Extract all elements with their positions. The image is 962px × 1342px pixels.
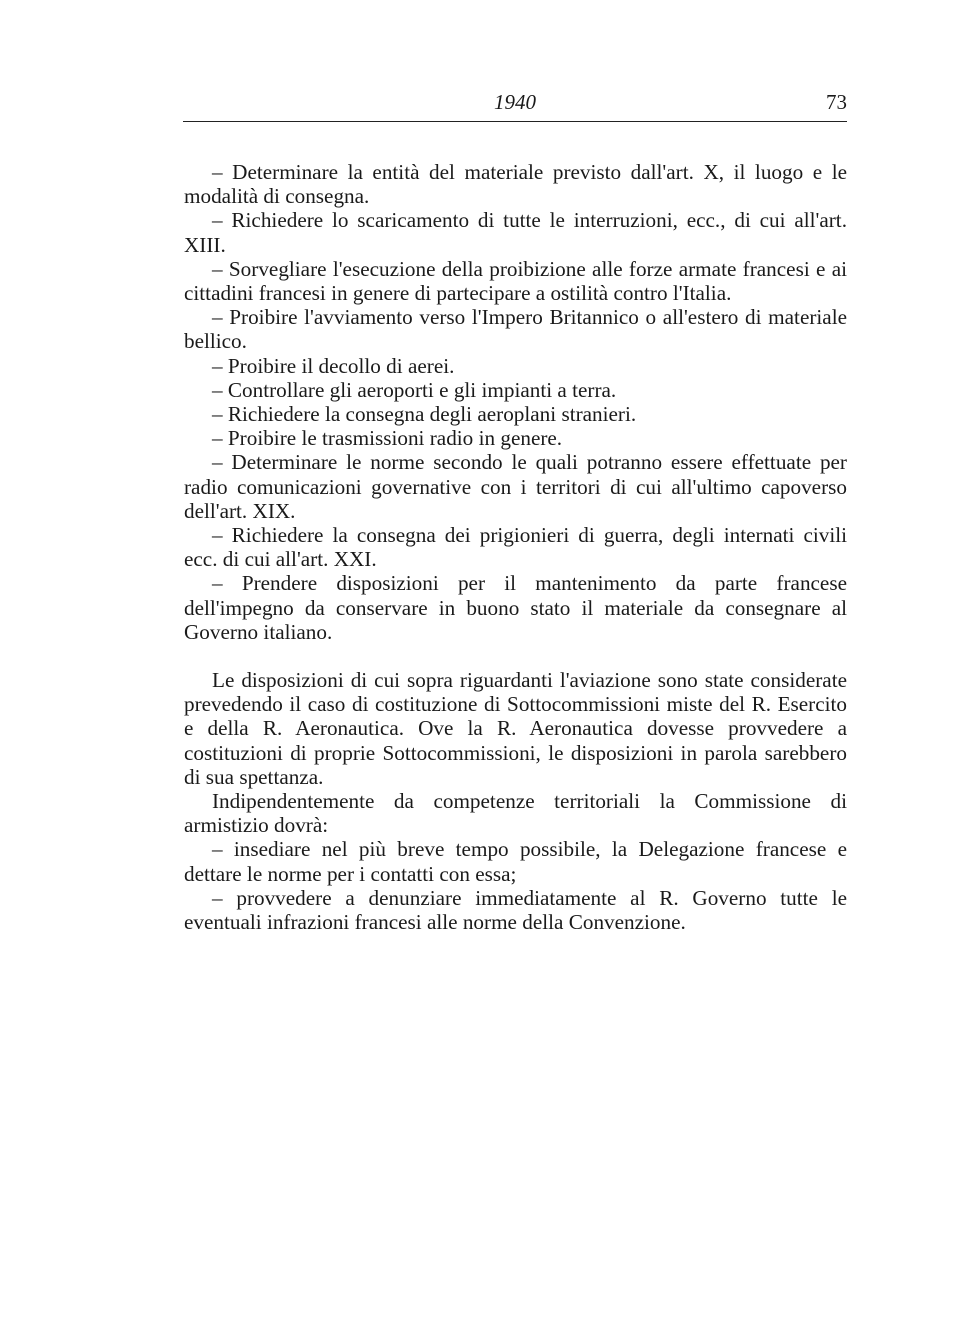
paragraph-aviation: Le disposizioni di cui sopra riguardanti l'aviazione sono state considerate prevedendo il caso di costituzione di Sottocommissioni miste del R. Esercito e della R. Aeronautica. Ove la R. Aeronautica dovesse provvedere a costituzioni di proprie Sottocommissioni, le disposizioni in parola sarebbero di sua spettanza.	[184, 668, 847, 789]
list-item: – Proibire l'avviamento verso l'Impero Britannico o all'estero di materiale bellico.	[184, 305, 847, 354]
list-item: – provvedere a denunziare immediatamente al R. Governo tutte le eventuali infrazioni francesi alle norme della Convenzione.	[184, 885, 847, 935]
page-body	[184, 160, 847, 934]
header-rule	[183, 121, 847, 122]
list-item: – Richiedere lo scaricamento di tutte le interruzioni, ecc., di cui all'art. XIII.	[184, 208, 847, 257]
running-head-year: 1940	[494, 90, 536, 114]
list-item: – Proibire le trasmissioni radio in genere.	[212, 426, 563, 451]
list-item: – Prendere disposizioni per il mantenimento da parte francese dell'impegno da conservare in buono stato il materiale da consegnare al Governo italiano.	[184, 571, 847, 644]
list-item: – Determinare le norme secondo le quali potranno essere effettuate per radio comunicazioni governative con i territori di cui all'ultimo capoverso dell'art. XIX.	[184, 450, 847, 523]
page-number: 73	[826, 90, 847, 114]
list-item: – Sorvegliare l'esecuzione della proibizione alle forze armate francesi e ai cittadini francesi in genere di partecipare a ostilità contro l'Italia.	[184, 256, 847, 306]
list-item: – Determinare la entità del materiale previsto dall'art. X, il luogo e le modalità di consegna.	[184, 160, 847, 209]
running-head	[183, 90, 847, 120]
list-item: – Proibire il decollo di aerei.	[212, 353, 455, 378]
list-item: – Controllare gli aeroporti e gli impianti a terra.	[212, 377, 617, 402]
list-item: – insediare nel più breve tempo possibile, la Delegazione francese e dettare le norme per i contatti con essa;	[184, 837, 847, 886]
list-item: – Richiedere la consegna degli aeroplani stranieri.	[212, 402, 637, 427]
list-item: – Richiedere la consegna dei prigionieri di guerra, degli internati civili ecc. di cui all'art. XXI.	[184, 523, 847, 572]
paragraph-commission: Indipendentemente da competenze territoriali la Commissione di armistizio dovrà:	[184, 789, 847, 838]
